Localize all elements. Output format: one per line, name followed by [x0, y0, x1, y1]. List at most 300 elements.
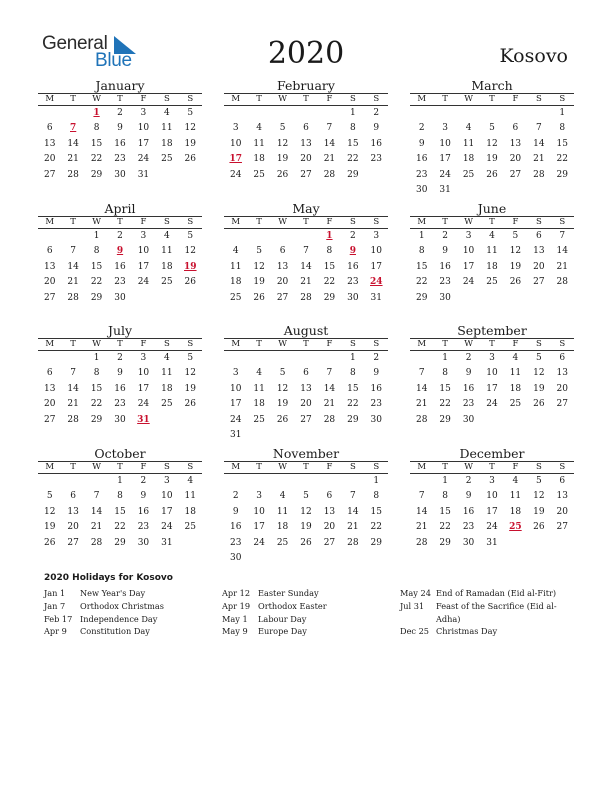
day-cell: 26: [43, 537, 56, 548]
day-cell: 4: [489, 231, 495, 241]
day-cell: 21: [415, 522, 428, 533]
day-cell: 27: [67, 537, 79, 548]
weekday-header: S: [349, 462, 356, 472]
day-cell: 5: [303, 491, 309, 502]
day-cell: 30: [114, 169, 126, 180]
empty-cell: [457, 106, 480, 121]
month-name: August: [283, 323, 329, 338]
weekday-header: S: [163, 217, 170, 227]
day-cell: 14: [556, 246, 568, 257]
day-cell: 13: [556, 491, 568, 502]
holiday-item: [44, 600, 210, 613]
holiday-date: Apr 19: [222, 600, 251, 611]
weekday-header-row: [224, 461, 388, 474]
day-cell: 11: [253, 383, 265, 394]
day-cell: 5: [279, 123, 286, 134]
day-cell: 9: [232, 506, 239, 517]
day-cell: 31: [370, 292, 382, 303]
day-cell: 2: [117, 231, 123, 241]
day-cell: 22: [556, 154, 568, 165]
day-cell: 24: [229, 414, 242, 425]
weekday-header-row: [410, 216, 574, 229]
day-cell: 11: [509, 491, 522, 502]
month-name: November: [272, 446, 340, 461]
day-cell: 19: [486, 154, 498, 165]
day-cell: 3: [140, 108, 147, 118]
day-cell: 13: [43, 261, 56, 272]
weekday-header-row: [410, 338, 574, 351]
month-september: [410, 324, 574, 428]
weekday-header: M: [417, 94, 427, 104]
day-cell: 6: [535, 231, 542, 241]
weekday-header: T: [117, 94, 123, 104]
empty-cell: [38, 351, 61, 366]
day-cell: 2: [373, 108, 380, 118]
empty-cell: [38, 474, 61, 489]
holiday-name: End of Ramadan (Eid al-Fitr): [436, 588, 557, 598]
day-cell: 22: [439, 522, 451, 533]
holiday-date: Jul 31: [400, 600, 425, 611]
day-cell: 12: [184, 368, 196, 379]
day-cell: 3: [465, 231, 472, 241]
holiday-day-cell: 17: [229, 154, 242, 165]
day-cell: 27: [43, 414, 56, 425]
weekday-header: M: [45, 339, 55, 349]
day-cell: 27: [323, 537, 336, 548]
empty-cell: [38, 106, 61, 121]
day-cell: 6: [70, 491, 76, 502]
day-cell: 24: [229, 169, 242, 180]
day-cell: 22: [415, 277, 428, 288]
empty-cell: [294, 229, 317, 244]
day-cell: 20: [300, 154, 312, 165]
day-cell: 29: [323, 292, 336, 303]
day-cell: 28: [67, 414, 79, 425]
day-cell: 20: [276, 277, 289, 288]
day-cell: 24: [462, 277, 475, 288]
day-cell: 19: [253, 277, 265, 288]
day-cell: 10: [370, 246, 382, 257]
day-cell: 10: [253, 506, 265, 517]
empty-cell: [480, 106, 503, 121]
day-cell: 19: [509, 261, 522, 272]
day-cell: 17: [161, 506, 173, 517]
day-cell: 1: [117, 476, 123, 486]
day-cell: 8: [93, 368, 100, 379]
month-name: April: [104, 201, 136, 216]
empty-cell: [224, 474, 247, 489]
holiday-date: May 1: [222, 613, 248, 624]
weekday-header: S: [349, 217, 356, 227]
day-cell: 5: [46, 491, 53, 502]
month-october: [38, 447, 202, 551]
day-cell: 17: [137, 138, 150, 149]
day-cell: 20: [43, 154, 56, 165]
day-cell: 17: [439, 154, 451, 165]
month-march: [410, 79, 574, 198]
holiday-item: [400, 587, 566, 600]
day-cell: 19: [533, 506, 545, 517]
month-name: February: [277, 78, 335, 93]
empty-cell: [224, 229, 247, 244]
empty-cell: [410, 474, 433, 489]
day-cell: 23: [137, 522, 150, 533]
weekday-header-row: [38, 216, 202, 229]
day-cell: 4: [163, 108, 170, 118]
day-cell: 7: [303, 246, 309, 257]
weekday-header: W: [278, 217, 287, 227]
day-cell: 29: [370, 537, 382, 548]
day-cell: 21: [323, 154, 336, 165]
day-cell: 11: [161, 123, 173, 134]
empty-cell: [271, 351, 294, 366]
day-cell: 27: [556, 522, 568, 533]
empty-cell: [38, 229, 61, 244]
day-cell: 30: [347, 292, 359, 303]
weekday-header: F: [140, 217, 147, 227]
holiday-item: [400, 625, 566, 638]
day-cell: 8: [442, 368, 448, 379]
empty-cell: [318, 474, 341, 489]
day-cell: 7: [349, 491, 356, 502]
day-cell: 4: [512, 476, 519, 486]
day-cell: 30: [415, 184, 428, 195]
day-cell: 12: [300, 506, 312, 517]
day-cell: 12: [533, 491, 545, 502]
month-name: December: [459, 446, 525, 461]
day-cell: 18: [462, 154, 475, 165]
day-cell: 22: [347, 399, 359, 410]
day-cell: 23: [415, 169, 428, 180]
logo-text-blue: Blue: [95, 50, 132, 71]
day-cell: 21: [556, 261, 568, 272]
day-cell: 1: [442, 476, 448, 486]
days-grid: [410, 474, 574, 551]
day-cell: 20: [43, 277, 56, 288]
weekday-header: S: [373, 94, 380, 104]
holiday-date: Apr 9: [44, 626, 67, 637]
day-cell: 10: [137, 246, 150, 257]
day-cell: 3: [373, 231, 380, 241]
weekday-header: S: [559, 339, 566, 349]
day-cell: 10: [161, 491, 173, 502]
day-cell: 8: [117, 491, 123, 502]
day-cell: 24: [137, 277, 150, 288]
holiday-column: [44, 587, 210, 638]
day-cell: 29: [347, 414, 359, 425]
day-cell: 18: [161, 383, 173, 394]
weekday-header: S: [349, 94, 356, 104]
day-cell: 3: [232, 368, 239, 379]
day-cell: 6: [559, 353, 566, 363]
weekday-header: T: [70, 94, 76, 104]
day-cell: 6: [46, 368, 53, 379]
month-november: [224, 447, 388, 566]
day-cell: 31: [229, 429, 242, 440]
weekday-header: T: [489, 217, 495, 227]
day-cell: 16: [137, 506, 150, 517]
days-grid: [410, 229, 574, 306]
day-cell: 23: [370, 399, 382, 410]
weekday-header: F: [512, 339, 519, 349]
day-cell: 8: [418, 246, 425, 257]
holiday-date: May 9: [222, 626, 248, 637]
day-cell: 23: [347, 277, 359, 288]
day-cell: 26: [184, 154, 196, 165]
day-cell: 15: [347, 138, 359, 149]
day-cell: 12: [276, 138, 289, 149]
day-cell: 28: [347, 537, 359, 548]
day-cell: 3: [489, 353, 495, 363]
day-cell: 13: [509, 138, 522, 149]
holiday-name: Feast of the Sacrifice (Eid al-Adha): [436, 600, 557, 624]
day-cell: 11: [253, 138, 265, 149]
empty-cell: [247, 229, 270, 244]
day-cell: 7: [326, 368, 333, 379]
day-cell: 31: [439, 184, 451, 195]
weekday-header: S: [559, 217, 566, 227]
day-cell: 25: [509, 399, 522, 410]
day-cell: 17: [137, 261, 150, 272]
days-grid: [224, 474, 388, 566]
weekday-header: T: [303, 94, 309, 104]
day-cell: 21: [323, 399, 336, 410]
day-cell: 8: [93, 246, 100, 257]
day-cell: 21: [415, 399, 428, 410]
day-cell: 25: [486, 277, 498, 288]
holiday-date: May 24: [400, 588, 431, 598]
day-cell: 1: [418, 231, 425, 241]
day-cell: 3: [256, 491, 262, 502]
day-cell: 2: [117, 353, 123, 363]
day-cell: 16: [114, 138, 126, 149]
day-cell: 9: [140, 491, 147, 502]
empty-cell: [61, 351, 84, 366]
day-cell: 19: [533, 383, 545, 394]
weekday-header: W: [464, 462, 473, 472]
day-cell: 26: [276, 169, 289, 180]
weekday-header: T: [70, 217, 76, 227]
day-cell: 22: [114, 522, 126, 533]
days-grid: [410, 351, 574, 428]
weekday-header: M: [45, 94, 55, 104]
day-cell: 23: [370, 154, 382, 165]
day-cell: 6: [303, 123, 309, 134]
weekday-header: W: [92, 217, 101, 227]
day-cell: 18: [253, 399, 265, 410]
day-cell: 16: [462, 383, 475, 394]
empty-cell: [61, 106, 84, 121]
day-cell: 29: [415, 292, 428, 303]
day-cell: 2: [232, 491, 239, 502]
day-cell: 6: [46, 246, 53, 257]
days-grid: [410, 106, 574, 198]
day-cell: 12: [276, 383, 289, 394]
day-cell: 20: [43, 399, 56, 410]
day-cell: 9: [418, 138, 425, 149]
empty-cell: [271, 474, 294, 489]
weekday-header: F: [512, 94, 519, 104]
day-cell: 16: [439, 261, 451, 272]
weekday-header: M: [417, 339, 427, 349]
day-cell: 23: [439, 277, 451, 288]
day-cell: 14: [67, 261, 79, 272]
day-cell: 23: [229, 537, 242, 548]
holiday-name: Christmas Day: [436, 626, 498, 637]
day-cell: 8: [349, 368, 356, 379]
day-cell: 27: [300, 414, 312, 425]
day-cell: 3: [489, 476, 495, 486]
day-cell: 11: [486, 246, 498, 257]
day-cell: 17: [486, 506, 498, 517]
day-cell: 25: [229, 292, 242, 303]
holiday-day-cell: 1: [326, 231, 333, 241]
weekday-header: W: [464, 94, 473, 104]
weekday-header: W: [278, 94, 287, 104]
month-name: May: [292, 201, 320, 216]
day-cell: 5: [535, 476, 542, 486]
day-cell: 28: [556, 277, 568, 288]
weekday-header: F: [512, 462, 519, 472]
empty-cell: [61, 474, 84, 489]
day-cell: 13: [276, 261, 289, 272]
weekday-header: M: [45, 462, 55, 472]
day-cell: 5: [187, 231, 194, 241]
day-cell: 2: [442, 231, 448, 241]
day-cell: 10: [439, 138, 451, 149]
holiday-day-cell: 31: [137, 414, 150, 425]
day-cell: 30: [462, 414, 475, 425]
empty-cell: [224, 351, 247, 366]
day-cell: 24: [137, 154, 150, 165]
day-cell: 15: [347, 383, 359, 394]
day-cell: 21: [67, 277, 79, 288]
day-cell: 21: [90, 522, 103, 533]
day-cell: 4: [256, 123, 262, 134]
weekday-header: T: [303, 217, 309, 227]
day-cell: 12: [253, 261, 265, 272]
days-grid: [38, 474, 202, 551]
day-cell: 29: [90, 169, 103, 180]
holiday-day-cell: 1: [93, 108, 100, 118]
days-grid: [38, 106, 202, 183]
day-cell: 27: [43, 292, 56, 303]
holiday-item: [222, 600, 388, 613]
day-cell: 13: [556, 368, 568, 379]
day-cell: 26: [184, 399, 196, 410]
day-cell: 16: [415, 154, 428, 165]
weekday-header: S: [559, 94, 566, 104]
day-cell: 15: [90, 138, 103, 149]
day-cell: 6: [559, 476, 566, 486]
weekday-header: T: [256, 339, 262, 349]
day-cell: 12: [184, 246, 196, 257]
holiday-name: New Year's Day: [80, 588, 146, 598]
day-cell: 25: [253, 414, 265, 425]
empty-cell: [341, 474, 364, 489]
day-cell: 3: [140, 231, 147, 241]
day-cell: 3: [442, 123, 448, 134]
weekday-header: S: [559, 462, 566, 472]
day-cell: 15: [415, 261, 428, 272]
empty-cell: [61, 229, 84, 244]
country-name: Kosovo: [499, 45, 568, 67]
day-cell: 21: [347, 522, 359, 533]
day-cell: 19: [276, 399, 289, 410]
day-cell: 28: [67, 292, 79, 303]
day-cell: 16: [462, 506, 475, 517]
day-cell: 2: [117, 108, 123, 118]
weekday-header: T: [117, 217, 123, 227]
day-cell: 15: [439, 383, 451, 394]
holiday-item: [222, 587, 388, 600]
weekday-header-row: [224, 93, 388, 106]
day-cell: 8: [93, 123, 100, 134]
day-cell: 11: [184, 491, 196, 502]
empty-cell: [527, 106, 550, 121]
day-cell: 2: [465, 353, 472, 363]
weekday-header: M: [231, 462, 241, 472]
day-cell: 18: [184, 506, 196, 517]
holiday-day-cell: 19: [184, 261, 197, 272]
day-cell: 15: [439, 506, 451, 517]
day-cell: 18: [161, 138, 173, 149]
day-cell: 11: [462, 138, 475, 149]
day-cell: 23: [114, 154, 126, 165]
weekday-header: F: [140, 94, 147, 104]
day-cell: 14: [323, 383, 336, 394]
day-cell: 27: [300, 169, 312, 180]
weekday-header: S: [535, 462, 542, 472]
holiday-date: Feb 17: [44, 613, 73, 624]
day-cell: 5: [489, 123, 495, 134]
day-cell: 21: [67, 399, 79, 410]
holiday-item: [222, 625, 388, 638]
holiday-column: [222, 587, 388, 638]
day-cell: 14: [300, 261, 312, 272]
day-cell: 10: [462, 246, 475, 257]
weekday-header: W: [92, 94, 101, 104]
weekday-header: F: [326, 94, 333, 104]
weekday-header-row: [38, 338, 202, 351]
day-cell: 26: [276, 414, 289, 425]
day-cell: 29: [439, 414, 451, 425]
day-cell: 16: [370, 138, 382, 149]
day-cell: 3: [140, 353, 147, 363]
empty-cell: [294, 351, 317, 366]
weekday-header: F: [326, 339, 333, 349]
day-cell: 18: [161, 261, 173, 272]
day-cell: 19: [43, 522, 56, 533]
day-cell: 28: [323, 414, 336, 425]
day-cell: 31: [161, 537, 173, 548]
day-cell: 13: [533, 246, 545, 257]
day-cell: 6: [326, 491, 333, 502]
day-cell: 7: [418, 368, 425, 379]
days-grid: [224, 106, 388, 183]
day-cell: 1: [93, 231, 100, 241]
day-cell: 25: [161, 154, 173, 165]
weekday-header: T: [489, 339, 495, 349]
day-cell: 17: [253, 522, 265, 533]
day-cell: 28: [415, 537, 428, 548]
day-cell: 8: [326, 246, 333, 257]
holiday-day-cell: 9: [116, 246, 124, 257]
day-cell: 23: [462, 522, 475, 533]
weekday-header: T: [256, 462, 262, 472]
day-cell: 26: [533, 399, 545, 410]
day-cell: 31: [137, 169, 150, 180]
